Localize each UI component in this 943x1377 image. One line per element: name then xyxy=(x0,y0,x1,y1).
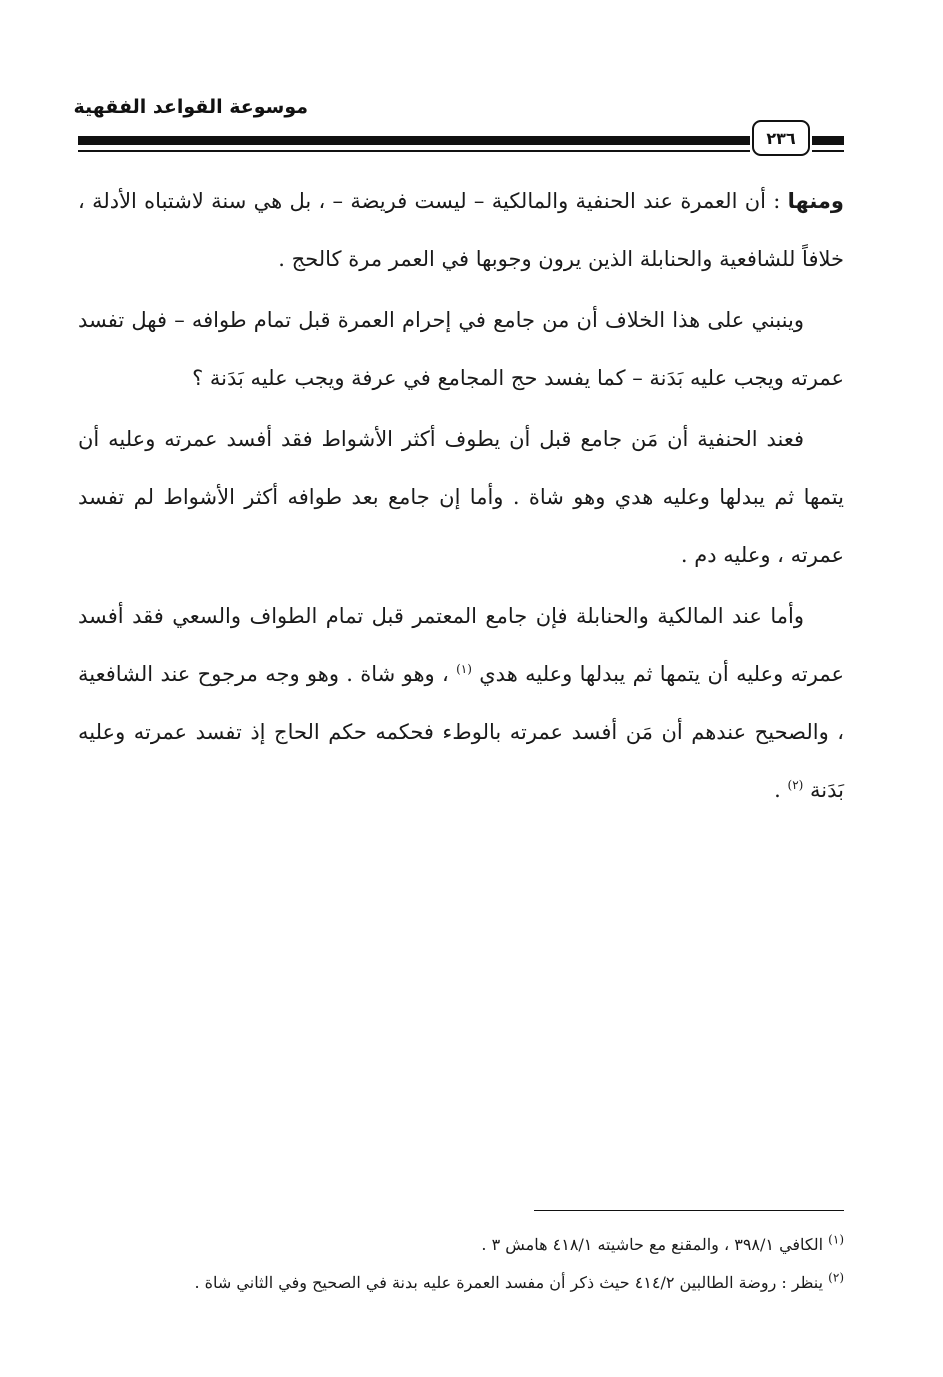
footnote-2-marker: (٢) xyxy=(828,1270,844,1285)
footnote-separator xyxy=(534,1210,844,1211)
paragraph-2: وينبني على هذا الخلاف أن من جامع في إحرام العمرة قبل تمام طوافه – فهل تفسد عمرته ويجب عليه بَدَنة – كما يفسد حج المجامع في عرفة ويجب عليه بَدَنة ؟ xyxy=(78,308,844,390)
paragraph-3: فعند الحنفية أن مَن جامع قبل أن يطوف أكثر الأشواط فقد أفسد عمرته وعليه أن يتمها ثم يبدلها وعليه هدي وهو شاة . وأما إن جامع بعد طوافه أكثر الأشواط لم تفسد عمرته ، وعليه دم . xyxy=(78,427,844,567)
page-number-badge xyxy=(752,120,810,156)
paragraph-4-end: . xyxy=(774,778,788,802)
paragraph-4 xyxy=(78,587,844,819)
footnote-1-text: الكافي ٣٩٨/١ ، والمقنع مع حاشيته ٤١٨/١ هامش ٣ . xyxy=(481,1235,829,1254)
footnote-2-text: ينظر : روضة الطالبين ٤١٤/٢ حيث ذكر أن مفسد العمرة عليه بدنة في الصحيح وفي الثاني شاة . xyxy=(194,1273,829,1292)
body-text xyxy=(78,172,844,822)
running-header-title: موسوعة القواعد الفقهية xyxy=(73,96,308,118)
paragraph-lead-word: ومنها xyxy=(787,189,844,213)
footnote-1-marker: (١) xyxy=(828,1232,844,1247)
footnote-ref-2[interactable]: (٢) xyxy=(787,778,804,792)
header-rule-thin-right xyxy=(812,150,844,152)
header-rule-thick-right xyxy=(812,136,844,145)
page-number: ٢٣٦ xyxy=(766,128,796,148)
footnote-ref-1[interactable]: (١) xyxy=(456,662,472,676)
header-rule-thick xyxy=(78,136,750,145)
footnote-2 xyxy=(78,1264,844,1302)
paragraph-1-text: : أن العمرة عند الحنفية والمالكية – ليست فريضة – ، بل هي سنة لاشتباه الأدلة ، خلافاً للشافعية والحنابلة الذين يرون وجوبها في العمر مرة كالحج . xyxy=(78,189,844,271)
footnotes xyxy=(78,1226,844,1302)
paragraph-4-text-b: ، وهو شاة . وهو وجه مرجوح عند الشافعية ، والصحيح عندهم أن مَن أفسد عمرته بالوطء فحكمه حكم الحاج إذ تفسد عمرته وعليه بَدَنة xyxy=(78,662,844,802)
footnote-1 xyxy=(78,1226,844,1264)
paragraph-1 xyxy=(78,172,844,288)
paragraph-4-text-a: وأما عند المالكية والحنابلة فإن جامع المعتمر قبل تمام الطواف والسعي فقد أفسد عمرته وعليه أن يتمها ثم يبدلها وعليه هدي xyxy=(78,604,844,686)
header-rule-thin xyxy=(78,150,750,152)
